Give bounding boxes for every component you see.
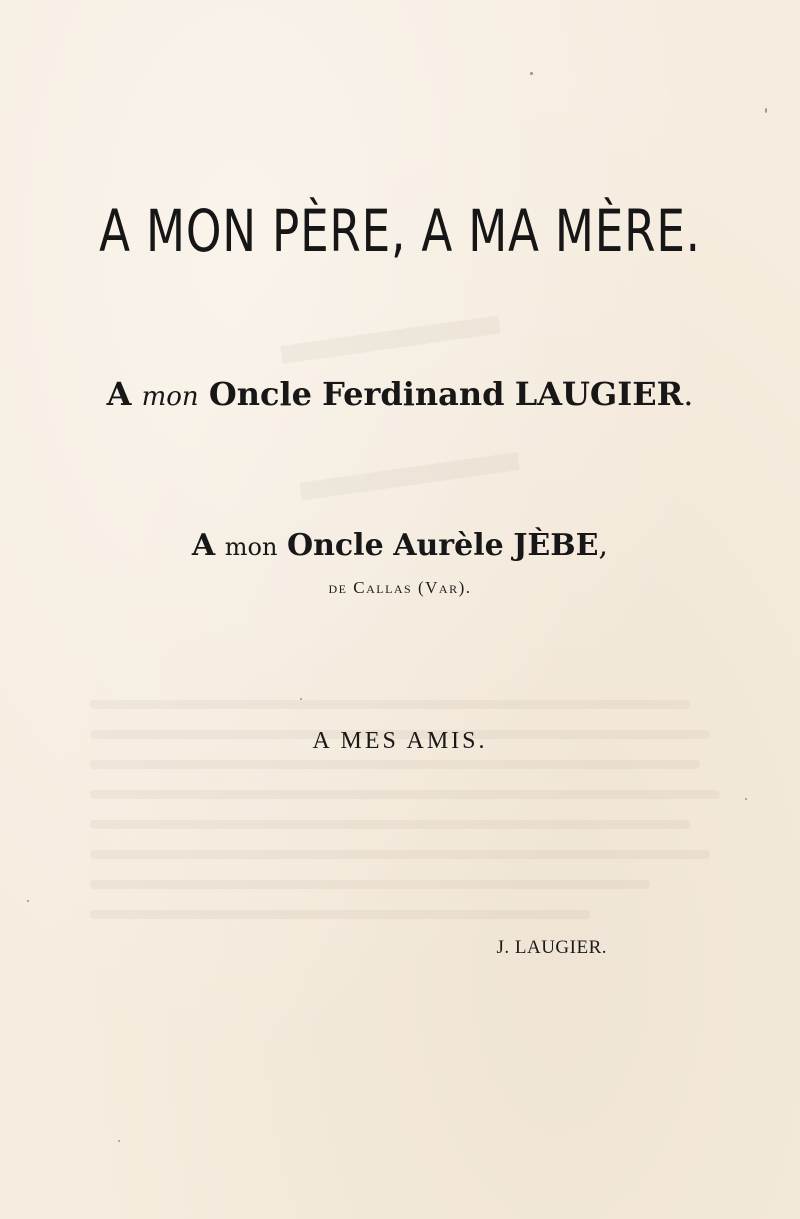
paper-speck — [530, 72, 533, 75]
bleed-line — [90, 700, 690, 709]
paper-speck — [765, 108, 767, 113]
bleed-line — [90, 820, 690, 829]
bleed-line — [90, 850, 710, 859]
dedication-punctuation: . — [683, 375, 694, 413]
paper-speck — [118, 1140, 120, 1142]
author-signature: J. LAUGIER. — [496, 937, 607, 958]
dedication-word-oncle: Oncle — [208, 375, 312, 413]
dedication-surname: JÈBE — [513, 528, 599, 563]
bleed-line — [90, 760, 700, 769]
dedication-word-mon: mon — [224, 533, 278, 561]
dedication-prefix: A — [106, 375, 132, 413]
paper-speck — [300, 698, 302, 700]
dedication-punctuation: , — [598, 528, 609, 563]
dedication-uncle-aurele — [0, 527, 800, 566]
paper-speck — [745, 798, 747, 800]
dedication-parents: A MON PÈRE, A MA MÈRE. — [99, 197, 701, 265]
bleed-line — [90, 880, 650, 889]
bleed-line — [90, 790, 720, 799]
dedication-first-name: Ferdinand — [322, 375, 505, 413]
paper-speck — [27, 900, 29, 902]
dedication-place: de Callas (Var). — [328, 578, 472, 597]
dedication-prefix: A — [191, 528, 216, 563]
dedication-uncle-ferdinand — [0, 374, 800, 417]
dedication-word-mon: mon — [141, 382, 199, 412]
dedication-word-oncle: Oncle — [286, 528, 384, 563]
dedication-surname: LAUGIER — [514, 375, 684, 413]
bleed-line — [90, 910, 590, 919]
dedication-first-name: Aurèle — [393, 528, 504, 563]
dedication-friends: A MES AMIS. — [312, 728, 488, 754]
